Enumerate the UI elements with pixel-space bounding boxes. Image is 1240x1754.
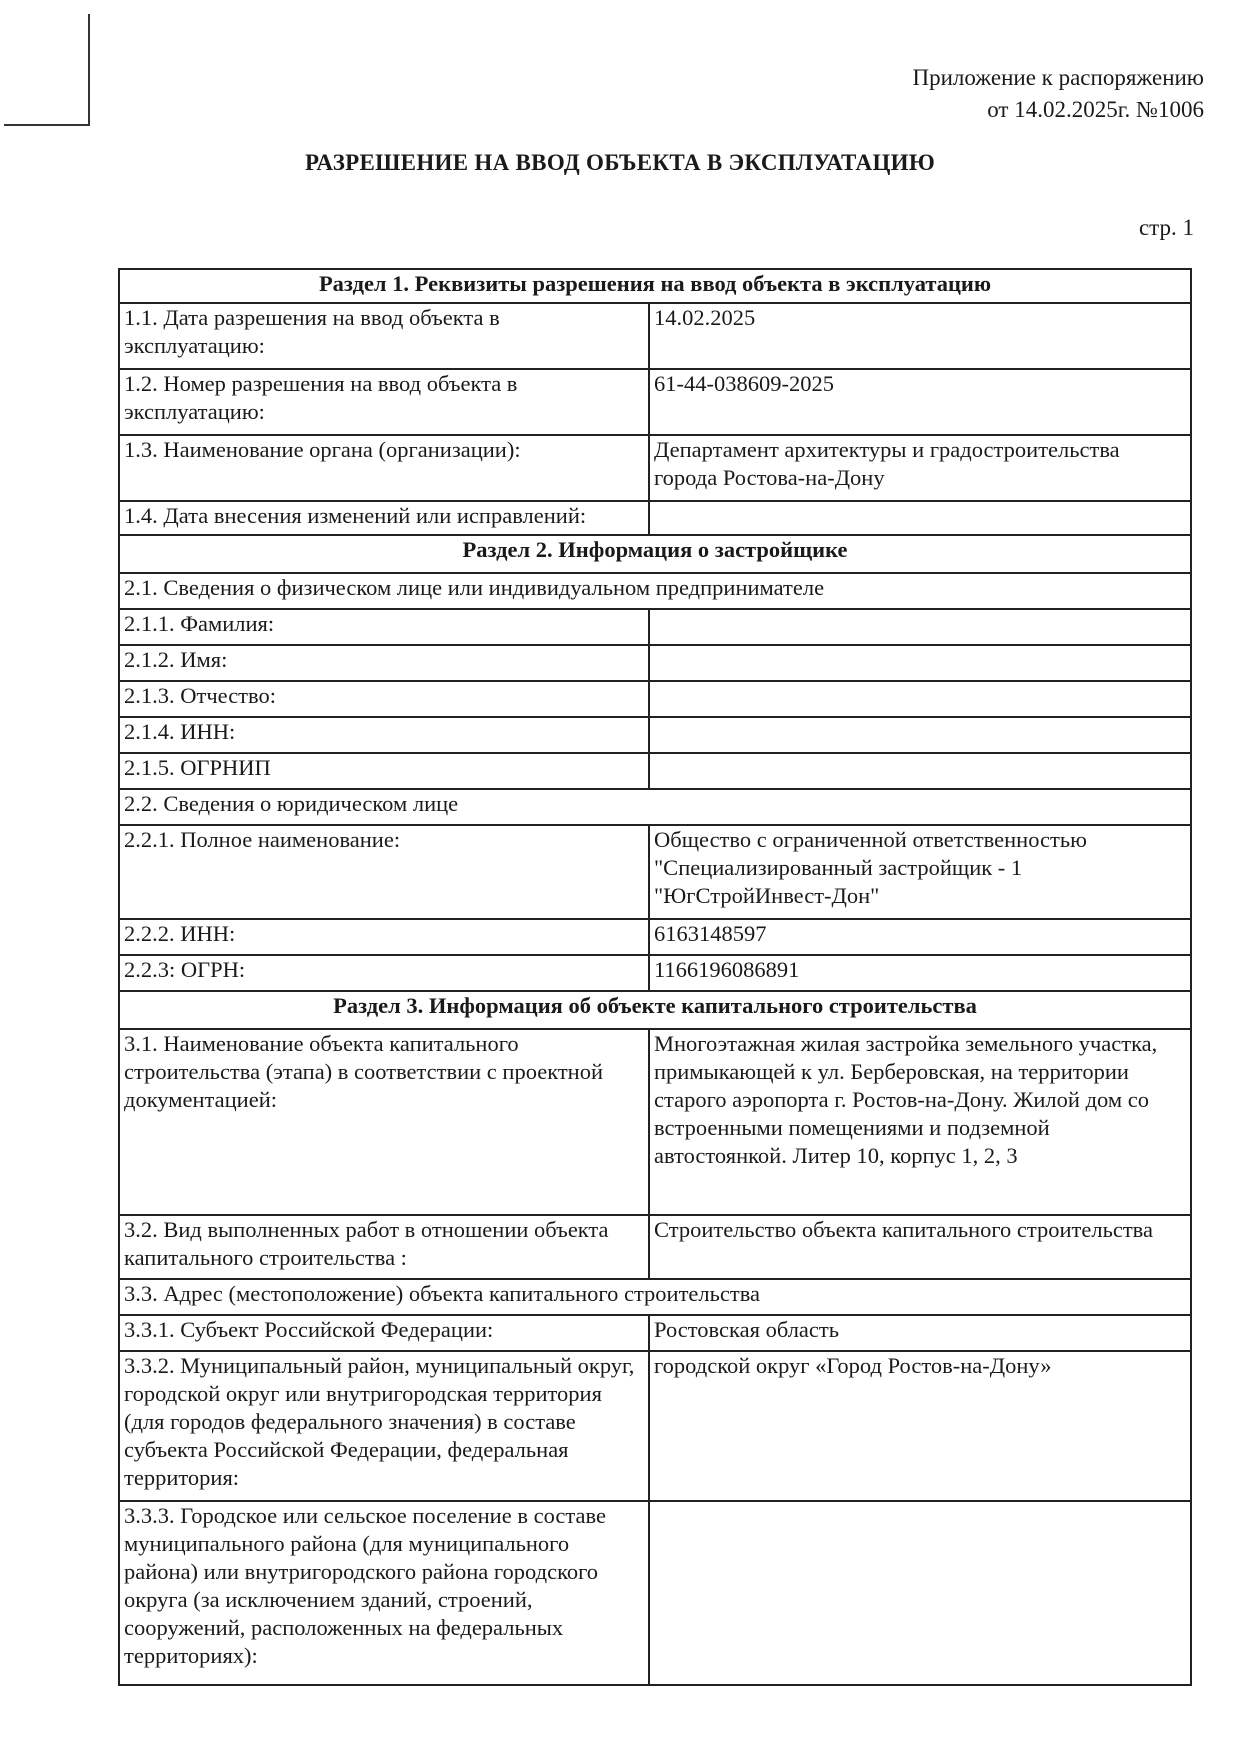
table-row (119, 1351, 1191, 1501)
scan-corner-mark (88, 14, 90, 126)
field-label: 1.3. Наименование органа (организации): (119, 435, 649, 501)
field-value (649, 753, 1191, 789)
field-value (649, 501, 1191, 535)
table-row (119, 919, 1191, 955)
field-label: 3.1. Наименование объекта капитального строительства (этапа) в соответствии с проектной документацией: (119, 1029, 649, 1215)
appendix-line: Приложение к распоряжению (912, 65, 1204, 90)
field-value: 14.02.2025 (649, 303, 1191, 369)
section-header-row (119, 991, 1191, 1029)
table-row (119, 303, 1191, 369)
table-row (119, 1215, 1191, 1279)
section-title: Раздел 1. Реквизиты разрешения на ввод объекта в эксплуатацию (119, 269, 1191, 303)
permit-form-table (118, 268, 1192, 1686)
field-value (649, 681, 1191, 717)
section-header-row (119, 535, 1191, 573)
section-title: Раздел 3. Информация об объекте капитального строительства (119, 991, 1191, 1029)
table-row (119, 609, 1191, 645)
field-value: городской округ «Город Ростов-на-Дону» (649, 1351, 1191, 1501)
field-label: 2.2.3: ОГРН: (119, 955, 649, 991)
table-row (119, 717, 1191, 753)
table-row (119, 789, 1191, 825)
subsection-title: 2.1. Сведения о физическом лице или индивидуальном предпринимателе (119, 573, 1191, 609)
field-value: 6163148597 (649, 919, 1191, 955)
appendix-note (912, 62, 1204, 126)
scan-corner-mark (4, 124, 90, 126)
field-value (649, 717, 1191, 753)
field-value (649, 1501, 1191, 1685)
table-row (119, 573, 1191, 609)
field-label: 2.1.2. Имя: (119, 645, 649, 681)
table-row (119, 645, 1191, 681)
field-label: 2.1.4. ИНН: (119, 717, 649, 753)
field-label: 1.1. Дата разрешения на ввод объекта в эксплуатацию: (119, 303, 649, 369)
table-row (119, 1029, 1191, 1215)
table-row (119, 753, 1191, 789)
table-row (119, 955, 1191, 991)
field-label: 2.1.5. ОГРНИП (119, 753, 649, 789)
field-label: 2.1.1. Фамилия: (119, 609, 649, 645)
field-label: 3.2. Вид выполненных работ в отношении объекта капитального строительства : (119, 1215, 649, 1279)
table-row (119, 1315, 1191, 1351)
table-row (119, 501, 1191, 535)
field-value: Общество с ограниченной ответственностью "Специализированный застройщик - 1 "ЮгСтройИнвест-Дон" (649, 825, 1191, 919)
field-label: 2.2.2. ИНН: (119, 919, 649, 955)
table-row (119, 825, 1191, 919)
form-body (119, 269, 1191, 1685)
field-label: 3.3.1. Субъект Российской Федерации: (119, 1315, 649, 1351)
field-label: 3.3.2. Муниципальный район, муниципальный округ, городской округ или внутригородская территория (для городов федерального значения) в составе субъекта Российской Федерации, федеральная территория: (119, 1351, 649, 1501)
document-title: РАЗРЕШЕНИЕ НА ВВОД ОБЪЕКТА В ЭКСПЛУАТАЦИЮ (304, 150, 936, 175)
field-value (649, 609, 1191, 645)
field-label: 2.1.3. Отчество: (119, 681, 649, 717)
field-label: 1.4. Дата внесения изменений или исправлений: (119, 501, 649, 535)
field-value: 1166196086891 (649, 955, 1191, 991)
field-value: Строительство объекта капитального строительства (649, 1215, 1191, 1279)
field-value: 61-44-038609-2025 (649, 369, 1191, 435)
field-value: Департамент архитектуры и градостроительства города Ростова-на-Дону (649, 435, 1191, 501)
table-row (119, 1501, 1191, 1685)
table-row (119, 681, 1191, 717)
subsection-title: 3.3. Адрес (местоположение) объекта капитального строительства (119, 1279, 1191, 1315)
field-value: Ростовская область (649, 1315, 1191, 1351)
field-label: 2.2.1. Полное наименование: (119, 825, 649, 919)
field-value (649, 645, 1191, 681)
section-title: Раздел 2. Информация о застройщике (119, 535, 1191, 573)
table-row (119, 435, 1191, 501)
table-row (119, 369, 1191, 435)
field-value: Многоэтажная жилая застройка земельного участка, примыкающей к ул. Берберовская, на территории старого аэропорта г. Ростов-на-Дону. Жилой дом со встроенными помещениями и подземной автостоянкой. Литер 10, корпус 1, 2, 3 (649, 1029, 1191, 1215)
table-row (119, 1279, 1191, 1315)
field-label: 3.3.3. Городское или сельское поселение в составе муниципального района (для муниципального района) или внутригородского района городского округа (за исключением зданий, строений, сооружений, расположенных на федеральных территориях): (119, 1501, 649, 1685)
field-label: 1.2. Номер разрешения на ввод объекта в эксплуатацию: (119, 369, 649, 435)
page-number: стр. 1 (1138, 215, 1194, 240)
appendix-line: от 14.02.2025г. №1006 (987, 97, 1204, 122)
section-header-row (119, 269, 1191, 303)
subsection-title: 2.2. Сведения о юридическом лице (119, 789, 1191, 825)
